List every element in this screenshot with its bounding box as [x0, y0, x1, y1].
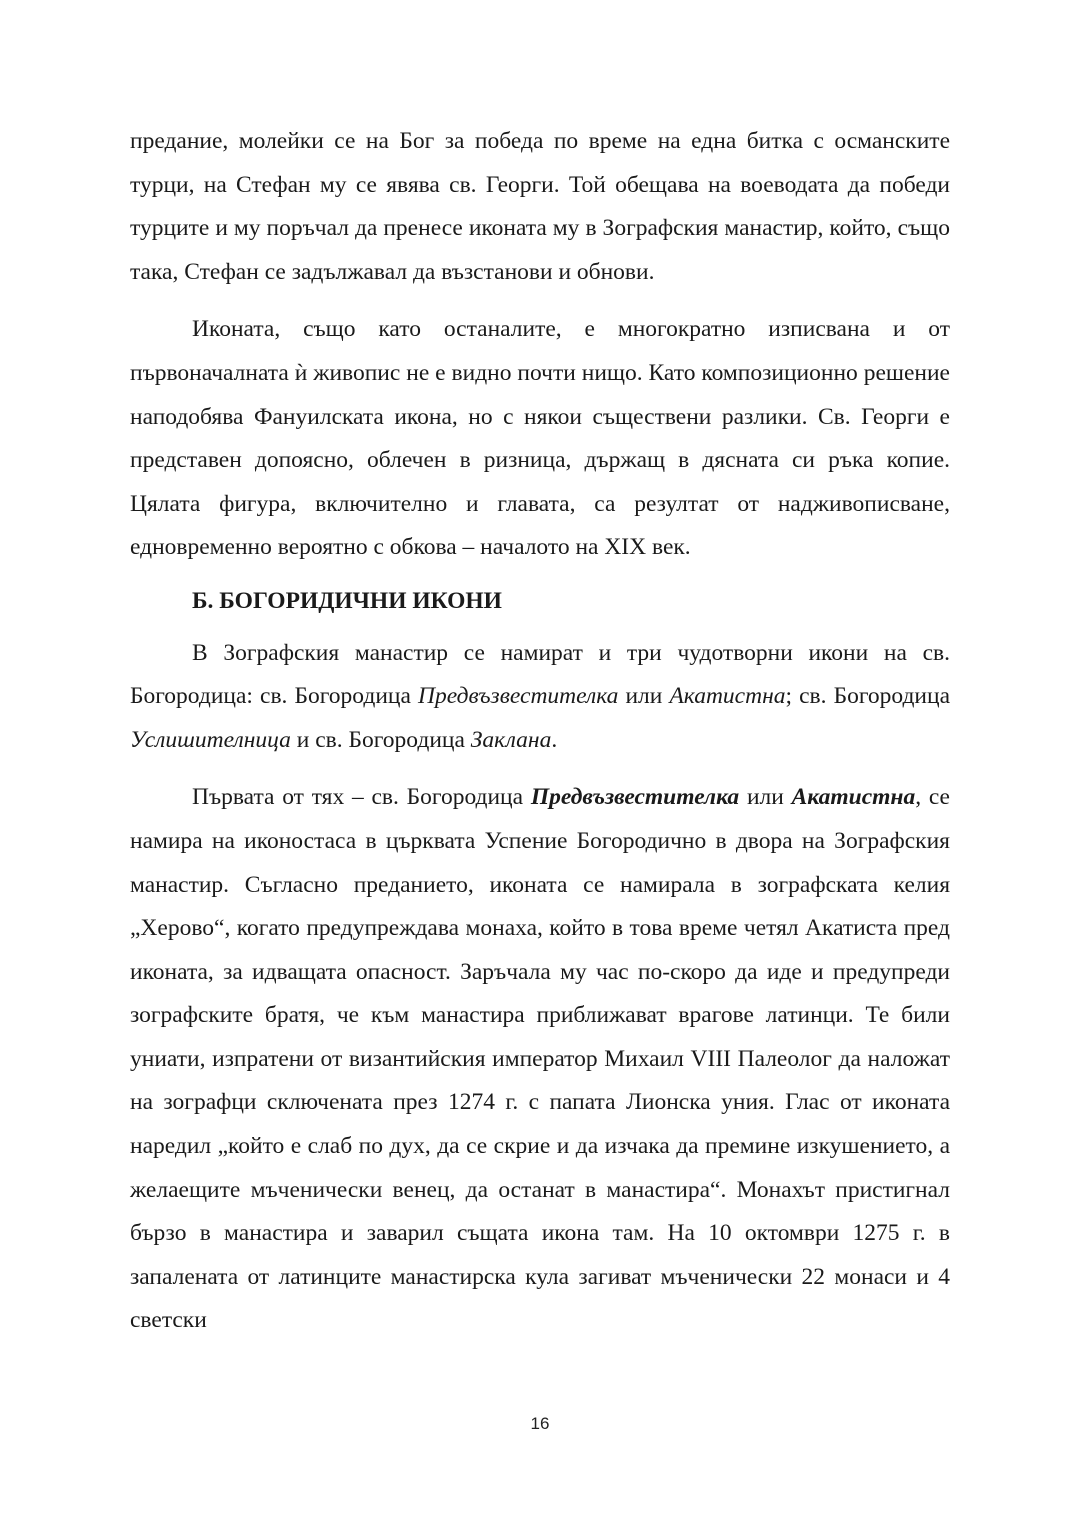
icon-name-italic: Услишителница	[130, 726, 291, 753]
text-run: Първата от тях – св. Богородица	[192, 784, 531, 811]
paragraph-miraculous-icons	[130, 632, 950, 763]
paragraph-first-icon	[130, 776, 950, 1343]
text-run: или	[739, 784, 792, 811]
text-run: .	[551, 726, 558, 753]
text-run: В Зографския манастир се намират и три чудотворни икони на св. Богородица: св. Богородица	[130, 639, 950, 710]
icon-name-bold-italic: Акатистна	[791, 784, 916, 811]
text-run: и св. Богородица	[290, 726, 471, 753]
icon-name-italic: Заклана	[470, 726, 552, 753]
page-body	[130, 120, 950, 1343]
icon-name-italic: Предвъзвестителка	[418, 683, 619, 710]
text-run: , се намира на иконостаса в църквата Успение Богородично в двора на Зографския манастир. Съгласно преданието, иконата се намирала в зографската келия „Херово“, когато предупреждава монаха, който в това време четял Акатиста пред иконата, за идващата опасност. Заръчала му час по-скоро да иде и предупреди зографските братя, че към манастира приближават врагове латинци. Те били униати, изпратени от византийския император Михаил VIII Палеолог да наложат на зографци сключената през 1274 г. с папата Лионска уния. Глас от иконата наредил „който е слаб по дух, да се скрие и да изчака да премине изкушението, а желаещите мъченически венец, да останат в манастира“. Монахът пристигнал бързо в манастира и заварил същата икона там. На 10 октомври 1275 г. в запалената от латинците манастирска кула загиват мъченически 22 монаси и 4 светски	[130, 784, 950, 1334]
paragraph-icon-description: Иконата, също като останалите, е многократно изписвана и от първоначалната ѝ живопис не е видно почти нищо. Като композиционно решение наподобява Фануилската икона, но с някои съществени разлики. Св. Георги е представен допоясно, облечен в ризница, държащ в дясната си ръка копие. Цялата фигура, включително и главата, са резултат от надживописване, едновременно вероятно с обкова – началото на XIX век.	[130, 316, 950, 561]
section-heading: Б. БОГОРИДИЧНИ ИКОНИ	[192, 587, 502, 614]
text-run: или	[618, 683, 670, 710]
paragraph-tradition: предание, молейки се на Бог за победа по време на една битка с османските турци, на Стефан му се явява св. Георги. Той обещава на воеводата да победи турците и му поръчал да пренесе иконата му в Зографския манастир, който, също така, Стефан се задължавал да възстанови и обнови.	[130, 128, 950, 285]
icon-name-italic: Акатистна	[669, 683, 786, 710]
text-run: ; св. Богородица	[785, 683, 950, 710]
icon-name-bold-italic: Предвъзвестителка	[530, 784, 740, 811]
page-number: 16	[530, 1414, 550, 1433]
